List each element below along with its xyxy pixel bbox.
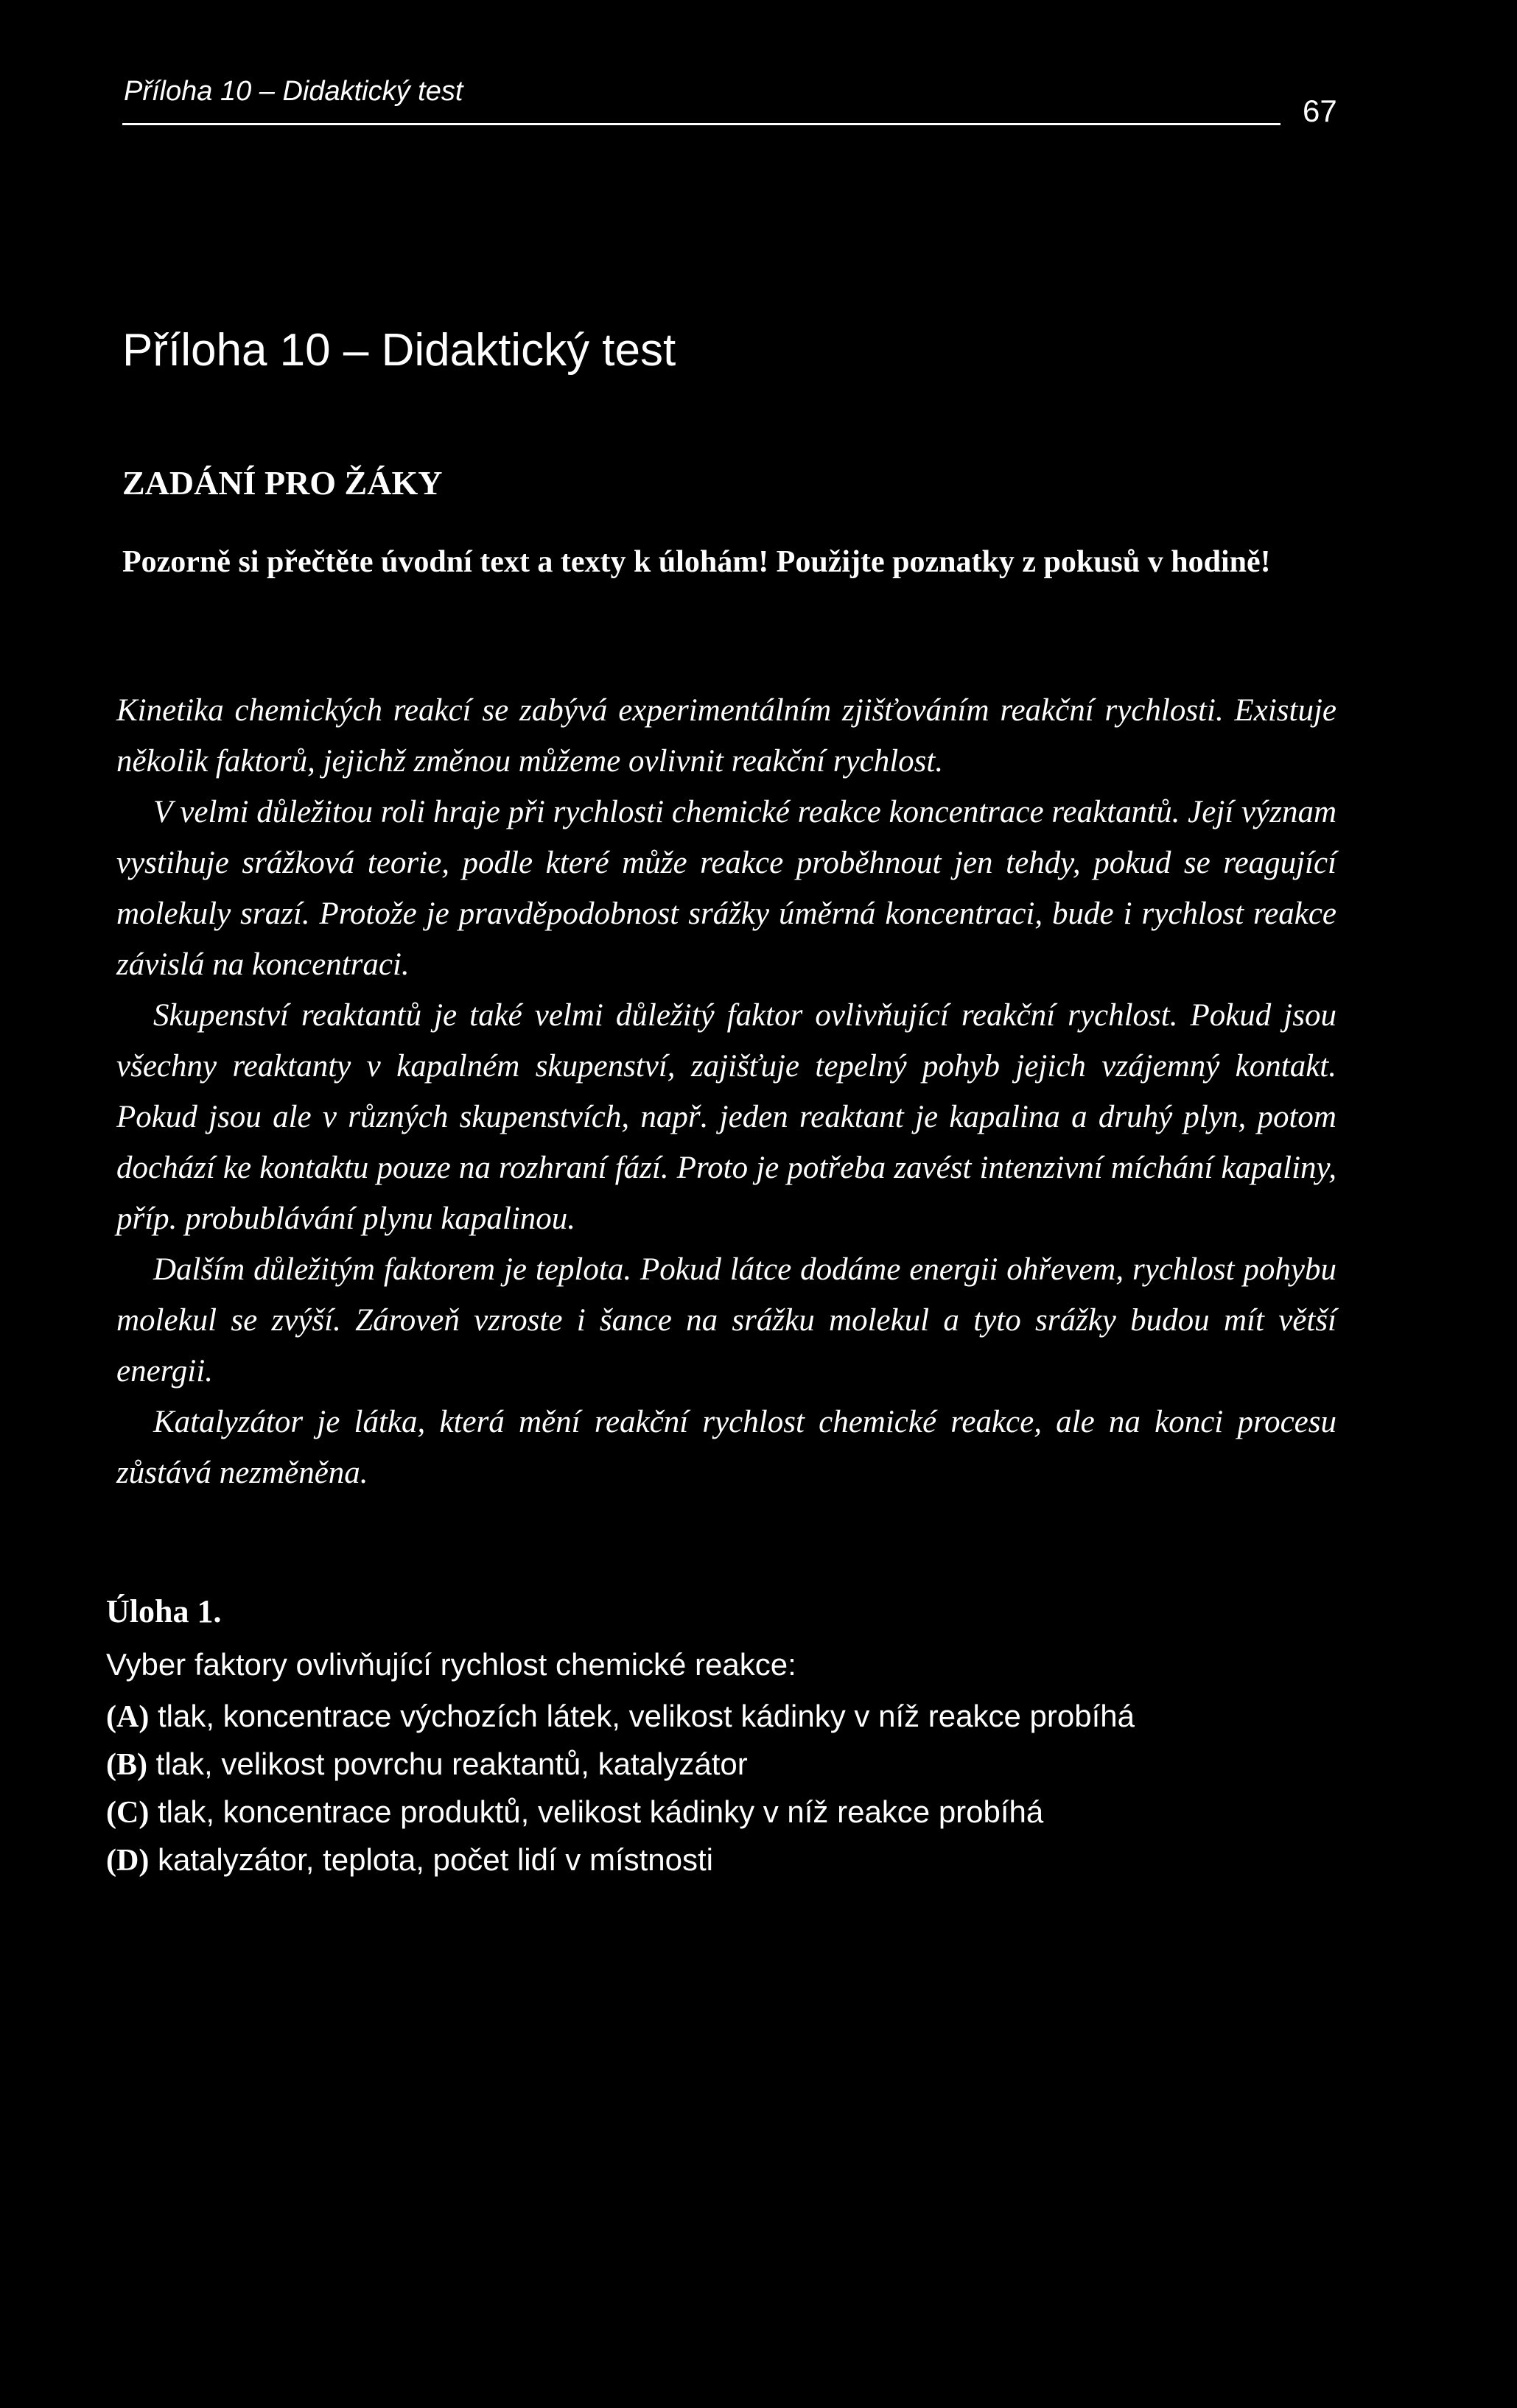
header-rule (122, 123, 1280, 125)
option-d (106, 1836, 1314, 1884)
option-letter: (D) (106, 1844, 150, 1878)
intro-paragraph-catalyst: Katalyzátor je látka, která mění reakční rychlost chemické reakce, ale na konci procesu zůstává nezměněna. (116, 1405, 1336, 1490)
intro-paragraph-temperature: Dalším důležitým faktorem je teplota. Pokud látce dodáme energii ohřevem, rychlost pohybu molekul se zvýší. Zároveň vzroste i šance na srážku molekul a tyto srážky budou mít větší energii. (116, 1252, 1336, 1389)
answer-options (106, 1693, 1314, 1884)
intro-paragraph-phase: Skupenství reaktantů je také velmi důležitý faktor ovlivňující reakční rychlost. Pokud jsou všechny reaktanty v kapalném skupenství, zajišťuje tepelný pohyb jejich vzájemný kontakt. Pokud jsou ale v různých skupenstvích, např. jeden reaktant je kapalina a druhý plyn, potom dochází ke kontaktu pouze na rozhraní fází. Proto je potřeba zavést intenzivní míchání kapaliny, příp. probublávání plynu kapalinou. (116, 998, 1336, 1236)
intro-paragraph-kinetics: Kinetika chemických reakcí se zabývá experimentálním zjišťováním reakční rychlosti. Existuje několik faktorů, jejichž změnou můžeme ovlivnit reakční rychlost. (116, 693, 1336, 779)
section-title: ZADÁNÍ PRO ŽÁKY (122, 464, 443, 502)
task-question: Vyber faktory ovlivňující rychlost chemické reakce: (106, 1647, 796, 1682)
page-title: Příloha 10 – Didaktický test (122, 325, 676, 376)
option-text: tlak, velikost povrchu reaktantů, katalyzátor (155, 1747, 748, 1781)
option-a (106, 1693, 1314, 1741)
option-letter: (B) (106, 1748, 147, 1782)
option-text: tlak, koncentrace produktů, velikost kádinky v níž reakce probíhá (157, 1794, 1044, 1829)
intro-paragraph-concentration: V velmi důležitou roli hraje při rychlosti chemické reakce koncentrace reaktantů. Její význam vystihuje srážková teorie, podle které může reakce proběhnout jen tehdy, pokud se reagující molekuly srazí. Protože je pravděpodobnost srážky úměrná koncentraci, bude i rychlost reakce závislá na koncentraci. (116, 795, 1336, 982)
running-header: Příloha 10 – Didaktický test (124, 76, 463, 107)
option-letter: (A) (106, 1700, 150, 1734)
option-c (106, 1789, 1314, 1836)
option-text: tlak, koncentrace výchozích látek, velikost kádinky v níž reakce probíhá (157, 1699, 1135, 1733)
instructions: Pozorně si přečtěte úvodní text a texty k úlohám! Použijte poznatky z pokusů v hodině! (122, 545, 1271, 579)
option-text: katalyzátor, teplota, počet lidí v místnosti (157, 1842, 714, 1877)
option-letter: (C) (106, 1796, 150, 1830)
intro-text (116, 685, 1336, 1498)
option-b (106, 1741, 1314, 1789)
page-number: 67 (1303, 94, 1337, 128)
task-title: Úloha 1. (106, 1593, 222, 1629)
